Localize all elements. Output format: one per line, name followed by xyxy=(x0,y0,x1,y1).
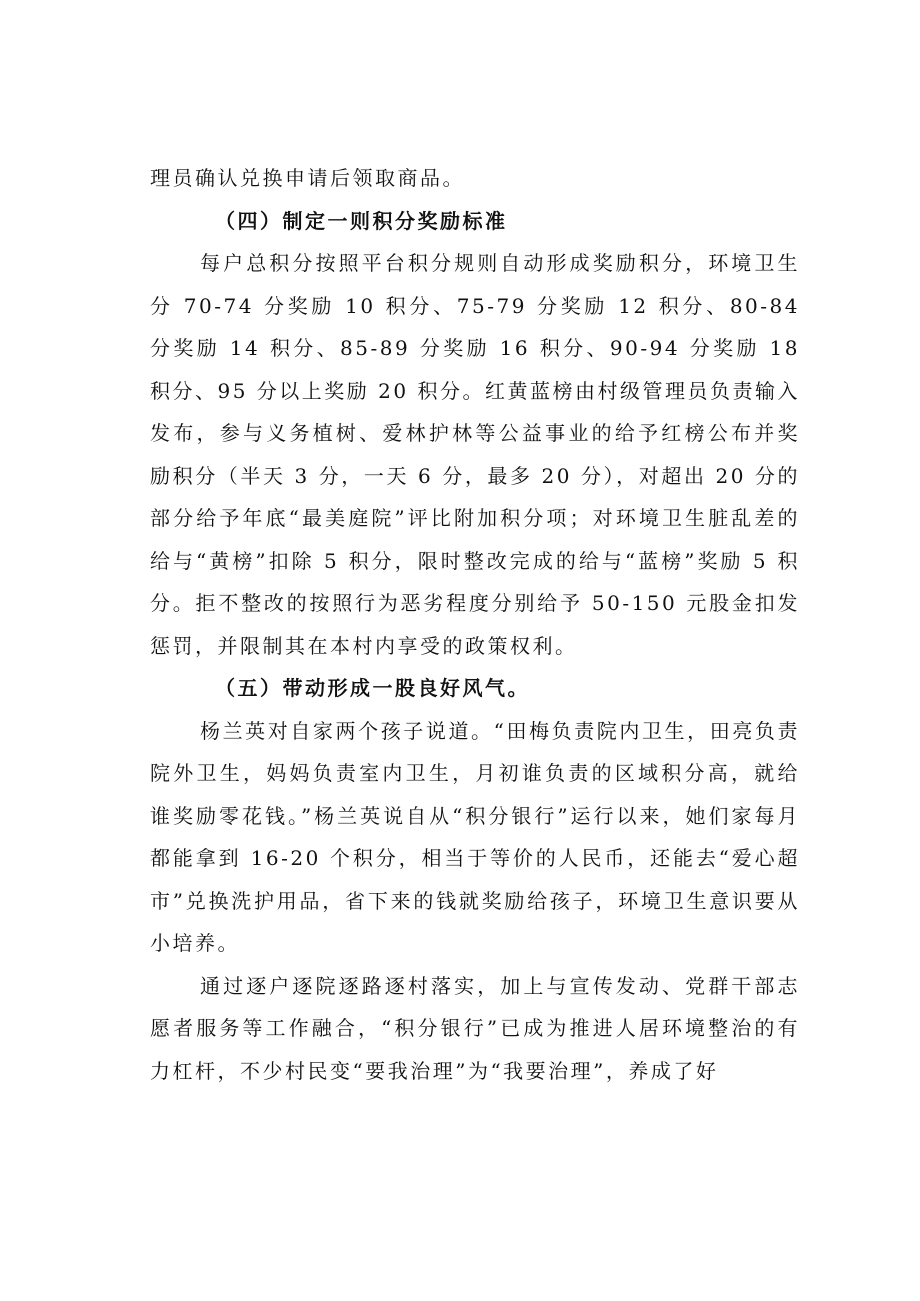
continuation-paragraph: 理员确认兑换申请后领取商品。 xyxy=(150,166,465,190)
section-4-paragraph: 每户总积分按照平台积分规则自动形成奖励积分，环境卫生分 70-74 分奖励 10 积分、75-79 分奖励 12 积分、80-84 分奖励 14 积分、85-89 分奖励 16 积分、90-94 分奖励 18 积分、95 分以上奖励 20 积分。红黄蓝榜由村级管理员负责输入发布，参与义务植树、爱林护林等公益事业的给予红榜公布并奖励积分（半天 3 分，一天 6 分，最多 20 分），对超出 20 分的部分给予年底“最美庭院”评比附加积分项；对环境卫生脏乱差的给与“黄榜”扣除 5 积分，限时整改完成的给与“蓝榜”奖励 5 积分。拒不整改的按照行为恶劣程度分别给予 50-150 元股金扣发惩罚，并限制其在本村内享受的政策权利。 xyxy=(150,251,800,658)
section-5-paragraph-1: 杨兰英对自家两个孩子说道。“田梅负责院内卫生，田亮负责院外卫生，妈妈负责室内卫生，月初谁负责的区域积分高，就给谁奖励零花钱。”杨兰英说自从“积分银行”运行以来，她们家每月都能拿到 16-20 个积分，相当于等价的人民币，还能去“爱心超市”兑换洗护用品，省下来的钱就奖励给孩子，环境卫生意识要从小培养。 xyxy=(150,718,800,955)
section-4-heading: （四）制定一则积分奖励标准 xyxy=(215,208,508,233)
section-5-heading: （五）带动形成一股良好风气。 xyxy=(215,676,530,700)
body-text xyxy=(150,157,800,1092)
section-5-paragraph-2: 通过逐户逐院逐路逐村落实，加上与宣传发动、党群干部志愿者服务等工作融合，“积分银行”已成为推进人居环境整治的有力杠杆，不少村民变“要我治理”为“我要治理”，养成了好 xyxy=(150,973,800,1083)
